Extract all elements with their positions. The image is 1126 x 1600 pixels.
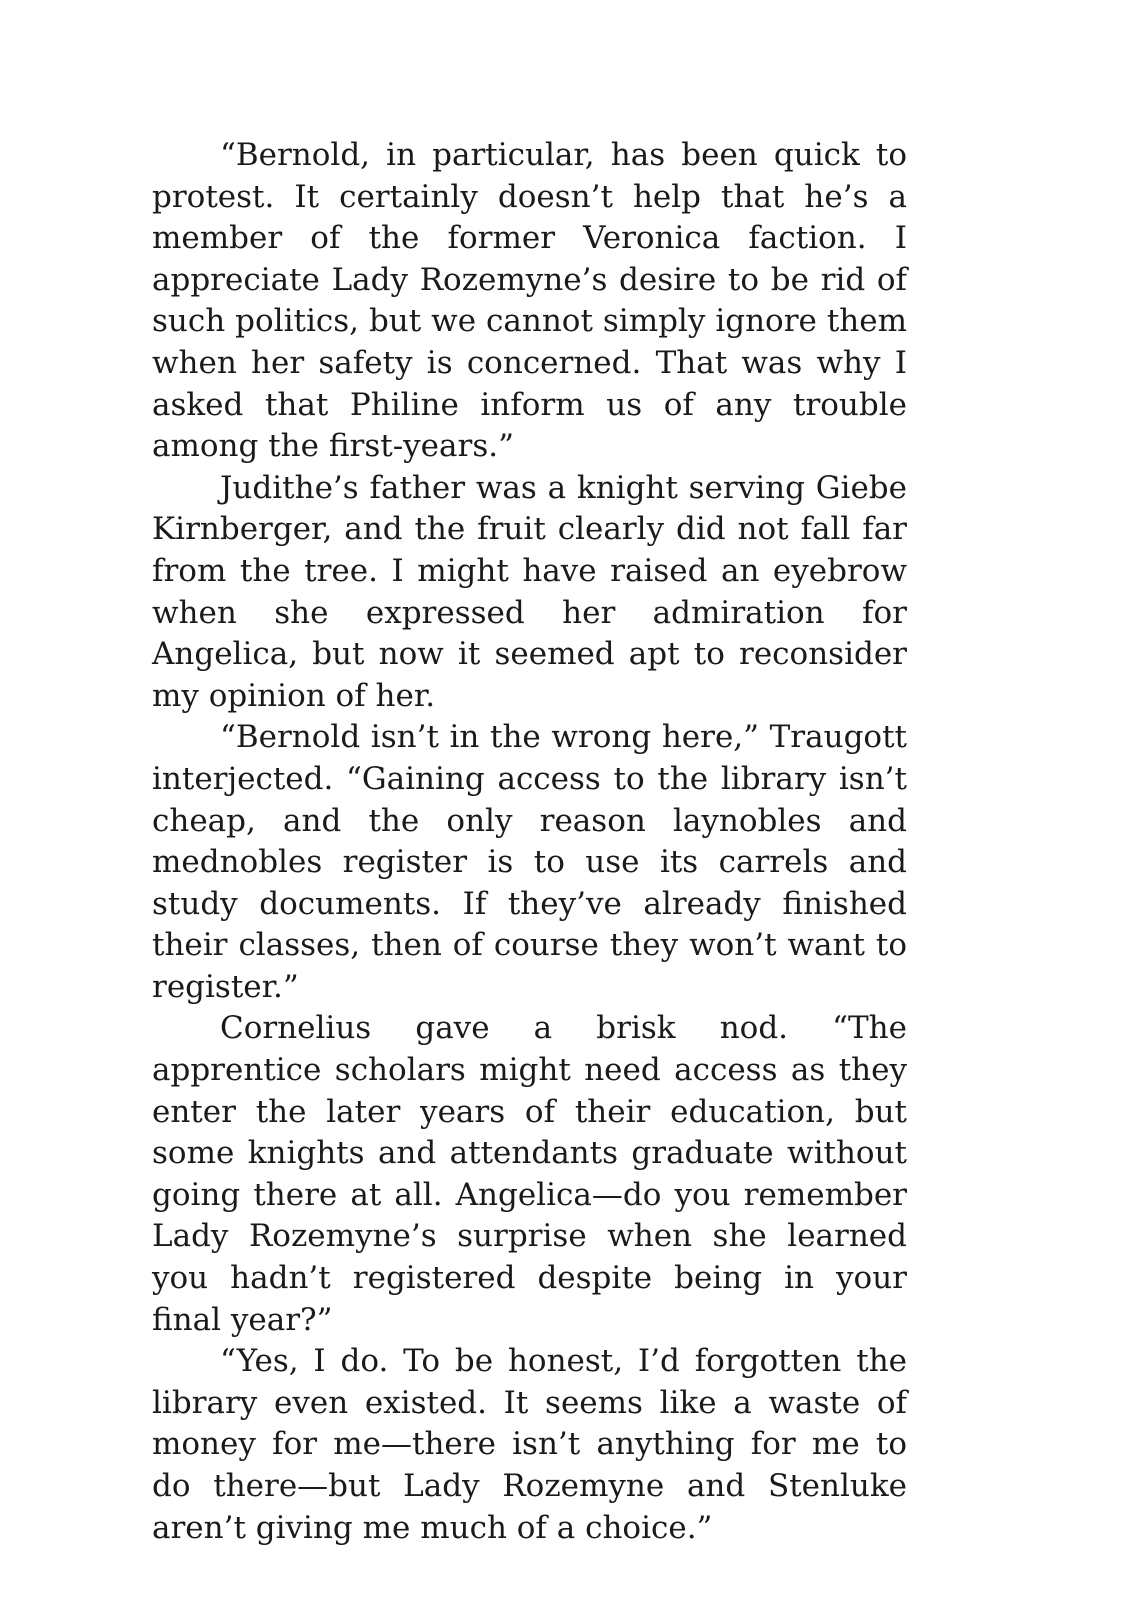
- paragraph: “Bernold, in particular, has been quick to protest. It certainly doesn’t help that he’s a member of the former Veronica faction. I appreciate Lady Rozemyne’s desire to be rid of such politics, but we cannot simply ignore them when her safety is concerned. That was why I asked that Philine inform us of any trouble among the first-years.”: [152, 137, 907, 465]
- paragraph: “Yes, I do. To be honest, I’d forgotten the library even existed. It seems like a waste of money for me—there isn’t anything for me to do there—but Lady Rozemyne and Stenluke aren’t giving me much of a choice.”: [152, 1343, 907, 1546]
- paragraph: Judithe’s father was a knight serving Giebe Kirnberger, and the fruit clearly did not fall far from the tree. I might have raised an eyebrow when she expressed her admiration for Angelica, but now it seemed apt to reconsider my opinion of her.: [152, 469, 907, 714]
- paragraph: Cornelius gave a brisk nod. “The apprentice scholars might need access as they enter the later years of their education, but some knights and attendants graduate without going there at all. Angelica—do you remember Lady Rozemyne’s surprise when she learned you hadn’t registered despite being in your final year?”: [152, 1010, 907, 1338]
- paragraph: “Bernold isn’t in the wrong here,” Traugott interjected. “Gaining access to the library isn’t cheap, and the only reason laynobles and mednobles register is to use its carrels and study documents. If they’ve already finished their classes, then of course they won’t want to register.”: [152, 719, 907, 1005]
- book-page-text: [152, 135, 907, 1549]
